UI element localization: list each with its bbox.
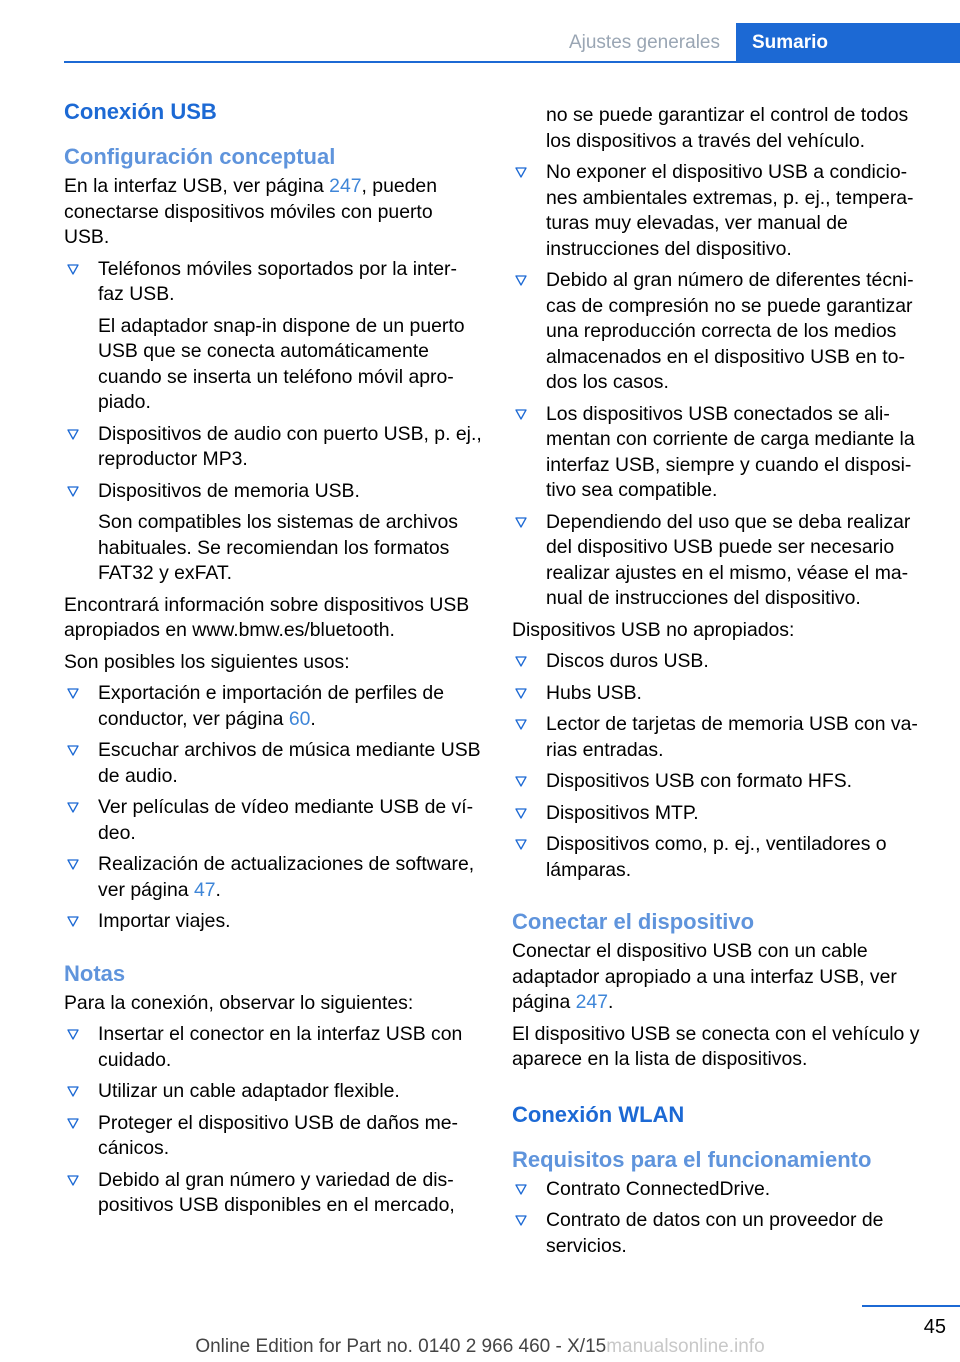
list-item: Discos duros USB. xyxy=(512,649,930,675)
list-item: Contrato ConnectedDrive. xyxy=(512,1177,930,1203)
page-link-247[interactable]: 247 xyxy=(329,175,362,197)
list-item: Dispositivos de memoria USB. Son compatibles los sistemas de archivos habituales. Se recomiendan los formatos FAT32 y exFAT. xyxy=(64,479,482,587)
page-link-47[interactable]: 47 xyxy=(193,878,216,901)
list-item: Dispositivos MTP. xyxy=(512,801,930,827)
heading-usb-connection: Conexión USB xyxy=(64,99,217,124)
bullet-arrow-icon xyxy=(514,772,528,792)
bullet-arrow-icon xyxy=(66,260,80,280)
list-item: no se puede garantizar el control de todos los dispositivos a través del vehículo. xyxy=(546,104,909,152)
footer-edition: Online Edition for Part no. 0140 2 966 460 - X/15manualsonline.info xyxy=(195,1336,765,1357)
bullet-arrow-icon xyxy=(66,741,80,761)
bullet-arrow-icon xyxy=(66,1025,80,1045)
list-item: Ver películas de vídeo mediante USB de ví‐deo. xyxy=(64,795,482,846)
list-item: Debido al gran número de diferentes técni‐cas de compresión no se puede garantizar una reproducción correcta de los medios almacenados en el dispositivo USB en to‐dos los casos. xyxy=(512,268,930,396)
list-item-detail: Son compatibles los sistemas de archivos habituales. Se recomiendan los formatos FAT32 y exFAT. xyxy=(98,511,458,584)
right-column xyxy=(512,96,930,1265)
list-item: No exponer el dispositivo USB a condicio‐nes ambientales extremas, p. ej., tempera‐turas muy elevadas, ver manual de instrucciones del dispositivo. xyxy=(512,160,930,262)
list-item: Exportación e importación de perfiles de conductor, ver página 60. xyxy=(64,681,482,732)
notes-list xyxy=(64,1022,482,1219)
bullet-arrow-icon xyxy=(66,1114,80,1134)
page-number: 45 xyxy=(923,1316,946,1338)
list-item: Realización de actualizaciones de software, ver página 47. xyxy=(64,852,482,903)
header-summary-tab[interactable]: Sumario xyxy=(736,23,960,63)
bullet-arrow-icon xyxy=(66,912,80,932)
uses-list xyxy=(64,681,482,935)
list-item-detail: El adaptador snap‑in dispone de un puerto USB que se conecta automáticamente cuando se inserta un teléfono móvil apro‐piado. xyxy=(98,314,465,413)
list-item: Importar viajes. xyxy=(64,909,482,935)
bullet-arrow-icon xyxy=(514,652,528,672)
notes-list-continued xyxy=(512,103,930,612)
connect-result-paragraph: El dispositivo USB se conecta con el vehículo y aparece en la lista de dispositivos. xyxy=(512,1022,920,1070)
heading-connect-device: Conectar el dispositivo xyxy=(512,909,755,934)
bullet-arrow-icon xyxy=(514,684,528,704)
heading-requirements: Requisitos para el funcionamiento xyxy=(512,1146,872,1172)
bullet-arrow-icon xyxy=(66,425,80,445)
page-link-247[interactable]: 247 xyxy=(575,991,608,1013)
list-item: Dispositivos USB con formato HFS. xyxy=(512,769,930,795)
heading-notes: Notas xyxy=(64,960,126,986)
bullet-arrow-icon xyxy=(514,271,528,291)
list-item: Los dispositivos USB conectados se ali‐mentan con corriente de carga mediante la interfaz USB, siempre y cuando el disposi‐tivo sea compatible. xyxy=(512,402,930,504)
bullet-arrow-icon xyxy=(66,684,80,704)
uses-intro: Son posibles los siguientes usos: xyxy=(64,650,350,673)
bullet-arrow-icon xyxy=(514,405,528,425)
list-item: Teléfonos móviles soportados por la inter‐faz USB. El adaptador snap‑in dispone de un puerto USB que se conecta automáticamente cuando se inserta un teléfono móvil apro‐piado. xyxy=(64,257,482,416)
intro-paragraph: En la interfaz USB, ver página 247, pueden conectarse dispositivos móviles con puerto USB. xyxy=(64,175,437,248)
list-item: Debido al gran número y variedad de dis‐positivos USB disponibles en el mercado, xyxy=(64,1168,482,1219)
list-item: Contrato de datos con un proveedor de servicios. xyxy=(512,1208,930,1259)
list-item: Escuchar archivos de música mediante USB de audio. xyxy=(64,738,482,789)
page-number-rule xyxy=(862,1305,960,1307)
bullet-arrow-icon xyxy=(66,798,80,818)
list-item: Proteger el dispositivo USB de daños me‐cánicos. xyxy=(64,1111,482,1162)
bullet-arrow-icon xyxy=(66,1082,80,1102)
header-rule xyxy=(64,61,960,63)
bullet-arrow-icon xyxy=(514,835,528,855)
list-item: Dependiendo del uso que se deba realizar del dispositivo USB puede ser necesario realizar ajustes en el mismo, véase el ma‐nual de instrucciones del dispositivo. xyxy=(512,510,930,612)
notes-intro: Para la conexión, observar lo siguientes: xyxy=(64,991,414,1014)
bullet-arrow-icon xyxy=(514,1211,528,1231)
watermark: manualsonline.info xyxy=(606,1336,765,1357)
bullet-arrow-icon xyxy=(514,513,528,533)
bullet-arrow-icon xyxy=(66,1171,80,1191)
unsuitable-intro: Dispositivos USB no apropiados: xyxy=(512,618,795,641)
list-item: Insertar el conector en la interfaz USB con cuidado. xyxy=(64,1022,482,1073)
header-section-tab[interactable]: Ajustes generales xyxy=(568,32,720,53)
heading-concept: Configuración conceptual xyxy=(64,144,336,169)
supported-devices-list xyxy=(64,257,482,587)
bullet-arrow-icon xyxy=(66,855,80,875)
requirements-list xyxy=(512,1177,930,1260)
connect-paragraph: Conectar el dispositivo USB con un cable adaptador apropiado a una interfaz USB, ver página 247. xyxy=(512,940,897,1013)
bullet-arrow-icon xyxy=(66,482,80,502)
list-item: Lector de tarjetas de memoria USB con va‐rias entradas. xyxy=(512,712,930,763)
page-link-60[interactable]: 60 xyxy=(288,707,311,730)
unsuitable-list xyxy=(512,649,930,883)
left-column xyxy=(64,96,482,1225)
list-item: Dispositivos como, p. ej., ventiladores o lámparas. xyxy=(512,832,930,883)
bullet-arrow-icon xyxy=(514,715,528,735)
list-item: Dispositivos de audio con puerto USB, p. ej., reproductor MP3. xyxy=(64,422,482,473)
bullet-arrow-icon xyxy=(514,1180,528,1200)
bullet-arrow-icon xyxy=(514,163,528,183)
heading-wlan-connection: Conexión WLAN xyxy=(512,1101,685,1127)
list-item: Hubs USB. xyxy=(512,681,930,707)
list-item: Utilizar un cable adaptador flexible. xyxy=(64,1079,482,1105)
bullet-arrow-icon xyxy=(514,804,528,824)
info-paragraph: Encontrará información sobre dispositivos USB apropiados en www.bmw.es/bluetooth. xyxy=(64,593,470,641)
